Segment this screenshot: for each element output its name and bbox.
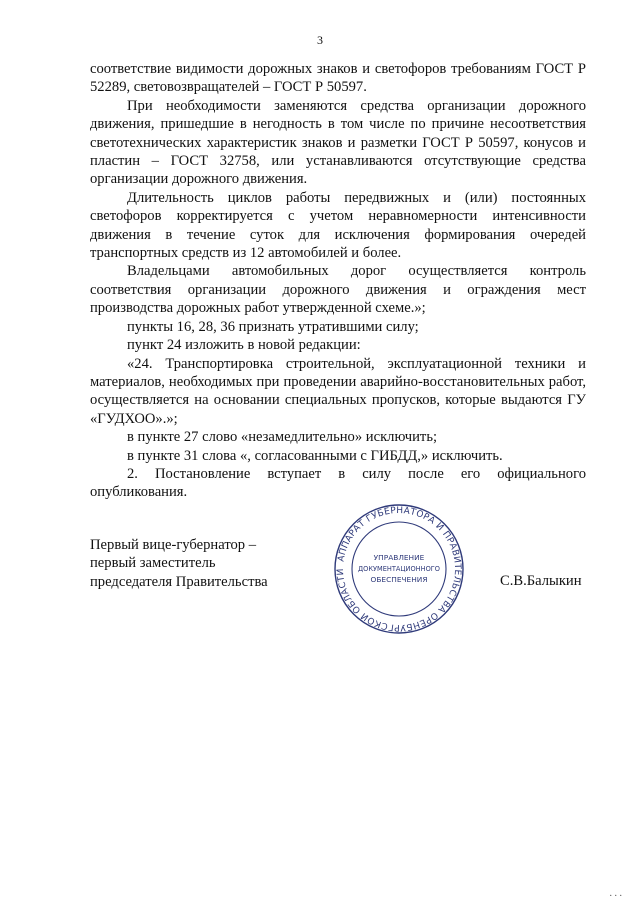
corner-scan-mark: . . .	[609, 888, 622, 899]
paragraph-point-24-text: «24. Транспортировка строительной, эксплуатационной техники и материалов, необходимых при проведении аварийно-восстановительных работ, осуществляется на основании специальных пропусков, которые выдаются ГУ «ГУДХОО».»;	[90, 355, 586, 427]
signatory-position-line-2: первый заместитель	[90, 555, 216, 572]
paragraph-points-repealed: пункты 16, 28, 36 признать утратившими силу;	[127, 318, 419, 335]
paragraph-point-27: в пункте 27 слово «незамедлительно» исключить;	[127, 429, 438, 446]
signatory-position-line-1: Первый вице-губернатор –	[90, 537, 257, 553]
seal-center-line-1: УПРАВЛЕНИЕ	[373, 553, 425, 562]
page-number: 3	[317, 33, 323, 47]
paragraph-entry-into-force: 2. Постановление вступает в силу после его официального опубликования.	[90, 465, 586, 501]
official-seal-stamp	[332, 502, 466, 636]
paragraph-point-24-intro: пункт 24 изложить в новой редакции:	[127, 337, 361, 354]
signatory-position-line-3: председателя Правительства	[90, 573, 268, 590]
seal-center-line-3: ОБЕСПЕЧЕНИЯ	[370, 575, 428, 584]
paragraph-replacement-means: При необходимости заменяются средства организации дорожного движения, пришедшие в негодность в том числе по причине несоответствия светотехнических характеристик знаков и разметки ГОСТ Р 50597, конусов и пластин – ГОСТ 32758, или устанавливаются отсутствующие средства организации дорожного движения.	[90, 97, 586, 188]
paragraph-point-31: в пункте 31 слова «, согласованными с ГИБДД,» исключить.	[127, 447, 503, 464]
seal-center-line-2: ДОКУМЕНТАЦИОННОГО	[358, 565, 440, 573]
signatory-name: С.В.Балыкин	[500, 573, 582, 589]
paragraph-gost-continuation: соответствие видимости дорожных знаков и светофоров требованиям ГОСТ Р 52289, световозвращателей – ГОСТ Р 50597.	[90, 61, 586, 96]
seal-ring-text: АППАРАТ ГУБЕРНАТОРА И ПРАВИТЕЛЬСТВА ОРЕНБУРГСКОЙ ОБЛАСТИ	[335, 505, 463, 633]
signatory-position	[90, 536, 268, 591]
document-body	[90, 60, 586, 502]
paragraph-traffic-light-cycles: Длительность циклов работы передвижных и (или) постоянных светофоров корректируется с учетом неравномерности интенсивности движения в течение суток для исключения формирования очередей транспортных средств из 12 автомобилей и более.	[90, 189, 586, 262]
paragraph-road-owners-control: Владельцами автомобильных дорог осуществляется контроль соответствия организации дорожного движения и ограждения мест производства дорожных работ утвержденной схеме.»;	[90, 263, 586, 317]
